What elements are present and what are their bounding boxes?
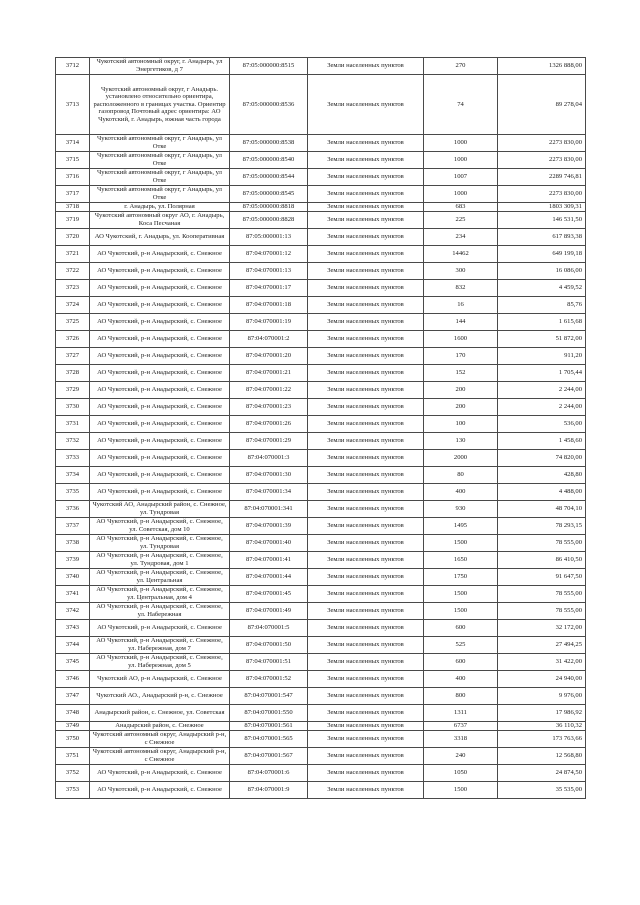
- cadastral-number-cell: 87:04:070001:45: [230, 586, 308, 603]
- cadastral-number-cell: 87:04:070001:547: [230, 688, 308, 705]
- cadastral-value-cell: 2273 830,00: [498, 152, 586, 169]
- land-category-cell: Земли населенных пунктов: [308, 535, 424, 552]
- row-number-cell: 3712: [56, 58, 90, 75]
- table-row: [56, 450, 586, 467]
- land-category-cell: Земли населенных пунктов: [308, 382, 424, 399]
- row-number-cell: 3716: [56, 169, 90, 186]
- cadastral-number-cell: 87:04:070001:23: [230, 399, 308, 416]
- table-row: [56, 212, 586, 229]
- land-category-cell: Земли населенных пунктов: [308, 229, 424, 246]
- area-cell: 1600: [424, 331, 498, 348]
- row-number-cell: 3752: [56, 765, 90, 782]
- address-cell: Чукотский автономный округ, Анадырский р-н, с Снежное: [90, 731, 230, 748]
- cadastral-number-cell: 87:04:070001:13: [230, 263, 308, 280]
- address-cell: АО Чукотский, р-н Анадырский, с. Снежное, ул. Тундровая, дом 1: [90, 552, 230, 569]
- cadastral-number-cell: 87:05:000000:8818: [230, 203, 308, 212]
- table-row: [56, 705, 586, 722]
- address-cell: АО Чукотский, р-н Анадырский, с. Снежное: [90, 263, 230, 280]
- row-number-cell: 3723: [56, 280, 90, 297]
- table-row: [56, 135, 586, 152]
- cadastral-value-cell: 35 535,00: [498, 782, 586, 799]
- row-number-cell: 3746: [56, 671, 90, 688]
- cadastral-value-cell: 78 555,00: [498, 535, 586, 552]
- address-cell: АО Чукотский, р-н Анадырский, с. Снежное: [90, 433, 230, 450]
- land-category-cell: Земли населенных пунктов: [308, 569, 424, 586]
- table-row: [56, 671, 586, 688]
- cadastral-number-cell: 87:04:070001:49: [230, 603, 308, 620]
- table-row: [56, 382, 586, 399]
- table-row: [56, 535, 586, 552]
- land-category-cell: Земли населенных пунктов: [308, 782, 424, 799]
- row-number-cell: 3736: [56, 501, 90, 518]
- area-cell: 400: [424, 484, 498, 501]
- table-row: [56, 314, 586, 331]
- cadastral-number-cell: 87:04:070001:341: [230, 501, 308, 518]
- area-cell: 1000: [424, 135, 498, 152]
- area-cell: 1500: [424, 782, 498, 799]
- cadastral-value-cell: 536,00: [498, 416, 586, 433]
- table-row: [56, 484, 586, 501]
- cadastral-number-cell: 87:04:070001:561: [230, 722, 308, 731]
- land-plots-table: [55, 57, 586, 799]
- address-cell: Чукотский автономный округ АО, г. Анадырь, Коса Песчаная: [90, 212, 230, 229]
- area-cell: 144: [424, 314, 498, 331]
- area-cell: 270: [424, 58, 498, 75]
- table-row: [56, 637, 586, 654]
- land-category-cell: Земли населенных пунктов: [308, 688, 424, 705]
- cadastral-number-cell: 87:04:070001:30: [230, 467, 308, 484]
- land-category-cell: Земли населенных пунктов: [308, 58, 424, 75]
- address-cell: АО Чукотский, р-н Анадырский, с. Снежное: [90, 382, 230, 399]
- area-cell: 832: [424, 280, 498, 297]
- land-category-cell: Земли населенных пунктов: [308, 586, 424, 603]
- cadastral-number-cell: 87:05:000000:8828: [230, 212, 308, 229]
- row-number-cell: 3721: [56, 246, 90, 263]
- land-category-cell: Земли населенных пунктов: [308, 75, 424, 135]
- row-number-cell: 3740: [56, 569, 90, 586]
- cadastral-number-cell: 87:04:070001:41: [230, 552, 308, 569]
- table-row: [56, 722, 586, 731]
- cadastral-number-cell: 87:04:070001:39: [230, 518, 308, 535]
- area-cell: 2000: [424, 450, 498, 467]
- cadastral-value-cell: 2289 746,81: [498, 169, 586, 186]
- cadastral-value-cell: 2 244,00: [498, 382, 586, 399]
- cadastral-value-cell: 428,80: [498, 467, 586, 484]
- row-number-cell: 3726: [56, 331, 90, 348]
- cadastral-value-cell: 31 422,00: [498, 654, 586, 671]
- cadastral-number-cell: 87:05:000000:8538: [230, 135, 308, 152]
- area-cell: 6737: [424, 722, 498, 731]
- address-cell: АО Чукотский, р-н Анадырский, с. Снежное, ул. Центральная, дом 4: [90, 586, 230, 603]
- row-number-cell: 3737: [56, 518, 90, 535]
- address-cell: АО Чукотский, р-н Анадырский, с. Снежное, ул. Центральная: [90, 569, 230, 586]
- area-cell: 200: [424, 382, 498, 399]
- address-cell: Чукотский АО, р-н Анадырский, с. Снежное: [90, 671, 230, 688]
- land-category-cell: Земли населенных пунктов: [308, 620, 424, 637]
- area-cell: 14462: [424, 246, 498, 263]
- table-row: [56, 297, 586, 314]
- land-category-cell: Земли населенных пунктов: [308, 348, 424, 365]
- area-cell: 3318: [424, 731, 498, 748]
- area-cell: 1500: [424, 535, 498, 552]
- land-category-cell: Земли населенных пунктов: [308, 263, 424, 280]
- cadastral-number-cell: 87:04:070001:51: [230, 654, 308, 671]
- area-cell: 300: [424, 263, 498, 280]
- table-row: [56, 620, 586, 637]
- cadastral-value-cell: 1 615,68: [498, 314, 586, 331]
- row-number-cell: 3729: [56, 382, 90, 399]
- area-cell: 170: [424, 348, 498, 365]
- table-row: [56, 688, 586, 705]
- cadastral-number-cell: 87:04:070001:567: [230, 748, 308, 765]
- area-cell: 400: [424, 671, 498, 688]
- area-cell: 600: [424, 620, 498, 637]
- address-cell: Чукотский автономный округ, г Анадырь, ул Отке: [90, 169, 230, 186]
- land-category-cell: Земли населенных пунктов: [308, 246, 424, 263]
- cadastral-value-cell: 89 278,04: [498, 75, 586, 135]
- table-row: [56, 348, 586, 365]
- cadastral-number-cell: 87:05:000000:8540: [230, 152, 308, 169]
- land-category-cell: Земли населенных пунктов: [308, 331, 424, 348]
- cadastral-value-cell: 85,76: [498, 297, 586, 314]
- cadastral-number-cell: 87:04:070001:21: [230, 365, 308, 382]
- land-category-cell: Земли населенных пунктов: [308, 450, 424, 467]
- land-category-cell: Земли населенных пунктов: [308, 186, 424, 203]
- table-row: [56, 331, 586, 348]
- land-category-cell: Земли населенных пунктов: [308, 169, 424, 186]
- area-cell: 234: [424, 229, 498, 246]
- cadastral-value-cell: 32 172,00: [498, 620, 586, 637]
- cadastral-number-cell: 87:04:070001:29: [230, 433, 308, 450]
- row-number-cell: 3739: [56, 552, 90, 569]
- area-cell: 1050: [424, 765, 498, 782]
- row-number-cell: 3724: [56, 297, 90, 314]
- cadastral-value-cell: 1 705,44: [498, 365, 586, 382]
- land-category-cell: Земли населенных пунктов: [308, 212, 424, 229]
- land-cadastre-table-page: [55, 57, 585, 799]
- cadastral-number-cell: 87:04:070001:565: [230, 731, 308, 748]
- cadastral-value-cell: 2 244,00: [498, 399, 586, 416]
- area-cell: 1495: [424, 518, 498, 535]
- cadastral-number-cell: 87:05:000000:8544: [230, 169, 308, 186]
- area-cell: 525: [424, 637, 498, 654]
- address-cell: АО Чукотский, р-н Анадырский, с. Снежное: [90, 765, 230, 782]
- address-cell: АО Чукотский, р-н Анадырский, с. Снежное: [90, 782, 230, 799]
- address-cell: АО Чукотский, р-н Анадырский, с. Снежное: [90, 399, 230, 416]
- land-category-cell: Земли населенных пунктов: [308, 765, 424, 782]
- address-cell: АО Чукотский, г. Анадырь, ул. Кооперативная: [90, 229, 230, 246]
- table-row: [56, 782, 586, 799]
- table-row: [56, 748, 586, 765]
- land-category-cell: Земли населенных пунктов: [308, 748, 424, 765]
- table-row: [56, 731, 586, 748]
- cadastral-value-cell: 78 293,15: [498, 518, 586, 535]
- cadastral-value-cell: 2273 830,00: [498, 135, 586, 152]
- cadastral-value-cell: 4 459,52: [498, 280, 586, 297]
- cadastral-value-cell: 146 531,50: [498, 212, 586, 229]
- table-row: [56, 246, 586, 263]
- address-cell: Чукотский автономный округ, Анадырский р-н, с Снежное: [90, 748, 230, 765]
- land-category-cell: Земли населенных пунктов: [308, 501, 424, 518]
- land-category-cell: Земли населенных пунктов: [308, 280, 424, 297]
- cadastral-number-cell: 87:04:070001:26: [230, 416, 308, 433]
- cadastral-value-cell: 24 940,00: [498, 671, 586, 688]
- table-row: [56, 280, 586, 297]
- cadastral-number-cell: 87:04:070001:2: [230, 331, 308, 348]
- area-cell: 200: [424, 399, 498, 416]
- row-number-cell: 3725: [56, 314, 90, 331]
- land-category-cell: Земли населенных пунктов: [308, 297, 424, 314]
- cadastral-value-cell: 78 555,00: [498, 603, 586, 620]
- cadastral-value-cell: 74 820,00: [498, 450, 586, 467]
- row-number-cell: 3744: [56, 637, 90, 654]
- address-cell: Чукотский автономный округ, г Анадырь, ул Отке: [90, 135, 230, 152]
- cadastral-value-cell: 12 568,80: [498, 748, 586, 765]
- row-number-cell: 3749: [56, 722, 90, 731]
- cadastral-number-cell: 87:04:070001:17: [230, 280, 308, 297]
- cadastral-value-cell: 27 494,25: [498, 637, 586, 654]
- land-category-cell: Земли населенных пунктов: [308, 603, 424, 620]
- cadastral-value-cell: 617 893,38: [498, 229, 586, 246]
- table-row: [56, 263, 586, 280]
- address-cell: АО Чукотский, р-н Анадырский, с. Снежное, ул. Набережная: [90, 603, 230, 620]
- area-cell: 1750: [424, 569, 498, 586]
- address-cell: Чукотский автономный округ, г Анадырь, ул Отке: [90, 186, 230, 203]
- table-row: [56, 569, 586, 586]
- land-category-cell: Земли населенных пунктов: [308, 637, 424, 654]
- table-row: [56, 399, 586, 416]
- table-row: [56, 365, 586, 382]
- address-cell: АО Чукотский, р-н Анадырский, с. Снежное: [90, 416, 230, 433]
- table-row: [56, 586, 586, 603]
- row-number-cell: 3715: [56, 152, 90, 169]
- row-number-cell: 3747: [56, 688, 90, 705]
- row-number-cell: 3751: [56, 748, 90, 765]
- address-cell: АО Чукотский, р-н Анадырский, с. Снежное: [90, 620, 230, 637]
- cadastral-number-cell: 87:04:070001:44: [230, 569, 308, 586]
- cadastral-value-cell: 48 704,10: [498, 501, 586, 518]
- address-cell: Анадырский район, с. Снежное, ул. Советская: [90, 705, 230, 722]
- cadastral-value-cell: 1326 888,00: [498, 58, 586, 75]
- table-row: [56, 416, 586, 433]
- address-cell: Чукотский АО, Анадырский район, с. Снежное, ул. Тундровая: [90, 501, 230, 518]
- address-cell: АО Чукотский, р-н Анадырский, с. Снежное: [90, 331, 230, 348]
- cadastral-value-cell: 36 110,32: [498, 722, 586, 731]
- area-cell: 800: [424, 688, 498, 705]
- cadastral-number-cell: 87:04:070001:34: [230, 484, 308, 501]
- table-row: [56, 501, 586, 518]
- row-number-cell: 3727: [56, 348, 90, 365]
- land-category-cell: Земли населенных пунктов: [308, 203, 424, 212]
- row-number-cell: 3714: [56, 135, 90, 152]
- address-cell: АО Чукотский, р-н Анадырский, с. Снежное: [90, 365, 230, 382]
- table-row: [56, 75, 586, 135]
- land-category-cell: Земли населенных пунктов: [308, 399, 424, 416]
- area-cell: 1311: [424, 705, 498, 722]
- row-number-cell: 3748: [56, 705, 90, 722]
- row-number-cell: 3722: [56, 263, 90, 280]
- area-cell: 152: [424, 365, 498, 382]
- area-cell: 1500: [424, 586, 498, 603]
- address-cell: г. Анадырь, ул. Полярная: [90, 203, 230, 212]
- area-cell: 80: [424, 467, 498, 484]
- row-number-cell: 3742: [56, 603, 90, 620]
- area-cell: 130: [424, 433, 498, 450]
- table-row: [56, 186, 586, 203]
- cadastral-value-cell: 24 874,50: [498, 765, 586, 782]
- area-cell: 1500: [424, 603, 498, 620]
- row-number-cell: 3730: [56, 399, 90, 416]
- cadastral-value-cell: 173 763,66: [498, 731, 586, 748]
- address-cell: Чукотский автономный округ, г Анадырь. установлено относительно ориентира, расположенного в границах участка. Ориентир газопровод Почтовый адрес ориентира: АО Чукотский, г. Анадырь, южная часть города: [90, 75, 230, 135]
- cadastral-value-cell: 4 488,00: [498, 484, 586, 501]
- row-number-cell: 3753: [56, 782, 90, 799]
- address-cell: АО Чукотский, р-н Анадырский, с. Снежное, ул. Советская, дом 10: [90, 518, 230, 535]
- row-number-cell: 3728: [56, 365, 90, 382]
- cadastral-value-cell: 86 410,50: [498, 552, 586, 569]
- land-category-cell: Земли населенных пунктов: [308, 552, 424, 569]
- cadastral-number-cell: 87:04:070001:12: [230, 246, 308, 263]
- land-category-cell: Земли населенных пунктов: [308, 365, 424, 382]
- row-number-cell: 3713: [56, 75, 90, 135]
- table-row: [56, 433, 586, 450]
- cadastral-number-cell: 87:04:070001:9: [230, 782, 308, 799]
- cadastral-number-cell: 87:04:070001:52: [230, 671, 308, 688]
- cadastral-value-cell: 649 199,18: [498, 246, 586, 263]
- address-cell: Анадырский район, с. Снежное: [90, 722, 230, 731]
- area-cell: 683: [424, 203, 498, 212]
- address-cell: АО Чукотский, р-н Анадырский, с. Снежное: [90, 467, 230, 484]
- address-cell: АО Чукотский, р-н Анадырский, с. Снежное: [90, 348, 230, 365]
- area-cell: 240: [424, 748, 498, 765]
- address-cell: АО Чукотский, р-н Анадырский, с. Снежное, ул. Тундровая: [90, 535, 230, 552]
- address-cell: Чукотский автономный округ, г Анадырь, ул Отке: [90, 152, 230, 169]
- cadastral-number-cell: 87:04:070001:5: [230, 620, 308, 637]
- row-number-cell: 3731: [56, 416, 90, 433]
- cadastral-value-cell: 1803 309,31: [498, 203, 586, 212]
- cadastral-number-cell: 87:04:070001:6: [230, 765, 308, 782]
- land-category-cell: Земли населенных пунктов: [308, 135, 424, 152]
- land-category-cell: Земли населенных пунктов: [308, 433, 424, 450]
- cadastral-value-cell: 78 555,00: [498, 586, 586, 603]
- row-number-cell: 3732: [56, 433, 90, 450]
- area-cell: 100: [424, 416, 498, 433]
- cadastral-value-cell: 911,20: [498, 348, 586, 365]
- cadastral-number-cell: 87:04:070001:19: [230, 314, 308, 331]
- area-cell: 74: [424, 75, 498, 135]
- row-number-cell: 3738: [56, 535, 90, 552]
- cadastral-number-cell: 87:04:070001:40: [230, 535, 308, 552]
- address-cell: АО Чукотский, р-н Анадырский, с. Снежное: [90, 450, 230, 467]
- row-number-cell: 3750: [56, 731, 90, 748]
- area-cell: 1650: [424, 552, 498, 569]
- area-cell: 930: [424, 501, 498, 518]
- cadastral-number-cell: 87:04:070001:3: [230, 450, 308, 467]
- cadastral-number-cell: 87:05:000001:13: [230, 229, 308, 246]
- land-category-cell: Земли населенных пунктов: [308, 416, 424, 433]
- land-category-cell: Земли населенных пунктов: [308, 731, 424, 748]
- row-number-cell: 3735: [56, 484, 90, 501]
- row-number-cell: 3745: [56, 654, 90, 671]
- land-category-cell: Земли населенных пунктов: [308, 654, 424, 671]
- address-cell: АО Чукотский, р-н Анадырский, с. Снежное, ул. Набережная, дом 5: [90, 654, 230, 671]
- cadastral-number-cell: 87:05:000000:8536: [230, 75, 308, 135]
- land-category-cell: Земли населенных пунктов: [308, 722, 424, 731]
- cadastral-value-cell: 51 872,00: [498, 331, 586, 348]
- row-number-cell: 3734: [56, 467, 90, 484]
- address-cell: АО Чукотский, р-н Анадырский, с. Снежное: [90, 280, 230, 297]
- cadastral-number-cell: 87:05:000000:8545: [230, 186, 308, 203]
- address-cell: АО Чукотский, р-н Анадырский, с. Снежное: [90, 484, 230, 501]
- table-row: [56, 603, 586, 620]
- land-category-cell: Земли населенных пунктов: [308, 314, 424, 331]
- cadastral-value-cell: 2273 830,00: [498, 186, 586, 203]
- cadastral-number-cell: 87:04:070001:18: [230, 297, 308, 314]
- table-body: [56, 58, 586, 799]
- table-row: [56, 152, 586, 169]
- table-row: [56, 552, 586, 569]
- cadastral-value-cell: 16 086,00: [498, 263, 586, 280]
- cadastral-value-cell: 1 458,60: [498, 433, 586, 450]
- area-cell: 225: [424, 212, 498, 229]
- land-category-cell: Земли населенных пунктов: [308, 705, 424, 722]
- land-category-cell: Земли населенных пунктов: [308, 152, 424, 169]
- row-number-cell: 3718: [56, 203, 90, 212]
- cadastral-number-cell: 87:04:070001:550: [230, 705, 308, 722]
- cadastral-value-cell: 9 976,00: [498, 688, 586, 705]
- address-cell: АО Чукотский, р-н Анадырский, с. Снежное: [90, 246, 230, 263]
- area-cell: 1000: [424, 186, 498, 203]
- cadastral-number-cell: 87:04:070001:22: [230, 382, 308, 399]
- land-category-cell: Земли населенных пунктов: [308, 484, 424, 501]
- row-number-cell: 3733: [56, 450, 90, 467]
- area-cell: 600: [424, 654, 498, 671]
- table-row: [56, 203, 586, 212]
- address-cell: АО Чукотский, р-н Анадырский, с. Снежное: [90, 314, 230, 331]
- cadastral-value-cell: 91 647,50: [498, 569, 586, 586]
- table-row: [56, 518, 586, 535]
- address-cell: АО Чукотский, р-н Анадырский, с. Снежное, ул. Набережная, дом 7: [90, 637, 230, 654]
- area-cell: 1000: [424, 152, 498, 169]
- area-cell: 16: [424, 297, 498, 314]
- row-number-cell: 3717: [56, 186, 90, 203]
- land-category-cell: Земли населенных пунктов: [308, 467, 424, 484]
- row-number-cell: 3720: [56, 229, 90, 246]
- area-cell: 1007: [424, 169, 498, 186]
- address-cell: Чукотский автономный округ, г. Анадырь, ул Энергетиков, д 7: [90, 58, 230, 75]
- land-category-cell: Земли населенных пунктов: [308, 671, 424, 688]
- land-category-cell: Земли населенных пунктов: [308, 518, 424, 535]
- address-cell: АО Чукотский, р-н Анадырский, с. Снежное: [90, 297, 230, 314]
- cadastral-number-cell: 87:05:000000:8515: [230, 58, 308, 75]
- cadastral-number-cell: 87:04:070001:50: [230, 637, 308, 654]
- row-number-cell: 3743: [56, 620, 90, 637]
- address-cell: Чукотский АО., Анадырский р-н, с. Снежное: [90, 688, 230, 705]
- table-row: [56, 467, 586, 484]
- table-row: [56, 229, 586, 246]
- table-row: [56, 58, 586, 75]
- table-row: [56, 765, 586, 782]
- table-row: [56, 169, 586, 186]
- row-number-cell: 3719: [56, 212, 90, 229]
- table-row: [56, 654, 586, 671]
- cadastral-value-cell: 17 986,92: [498, 705, 586, 722]
- cadastral-number-cell: 87:04:070001:20: [230, 348, 308, 365]
- row-number-cell: 3741: [56, 586, 90, 603]
